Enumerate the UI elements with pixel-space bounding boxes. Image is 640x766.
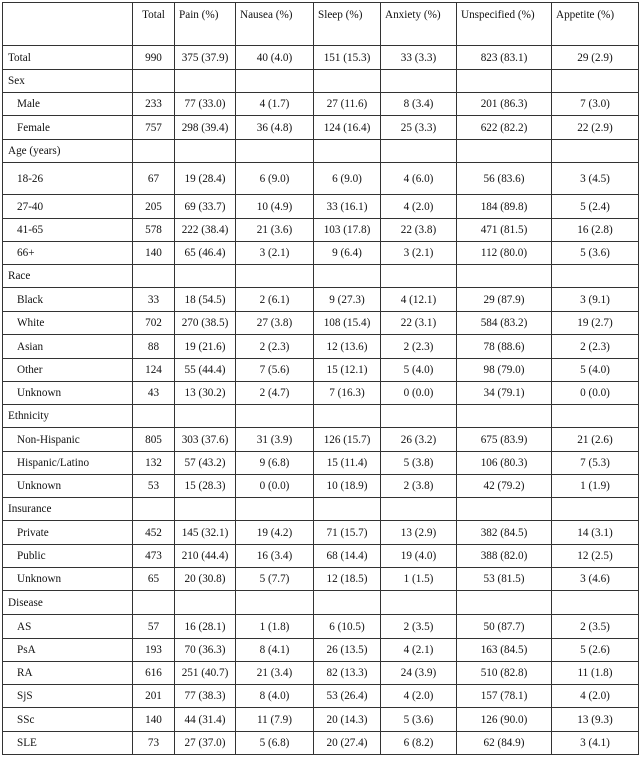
empty-cell: [133, 405, 175, 428]
cell-nausea: 8 (4.1): [236, 639, 314, 662]
cell-total: 140: [133, 708, 175, 732]
cell-unspecified: 56 (83.6): [457, 163, 552, 195]
empty-cell: [133, 591, 175, 615]
cell-anxiety: 4 (6.0): [381, 163, 457, 195]
cell-nausea: 9 (6.8): [236, 452, 314, 475]
cell-anxiety: 25 (3.3): [381, 116, 457, 140]
cell-nausea: 10 (4.9): [236, 195, 314, 219]
empty-cell: [175, 70, 236, 93]
cell-appetite: 14 (3.1): [552, 521, 639, 545]
section-label: Race: [3, 265, 133, 288]
cell-nausea: 4 (1.7): [236, 93, 314, 116]
empty-cell: [175, 265, 236, 288]
section-row-insurance: [3, 498, 639, 521]
cell-unspecified: 106 (80.3): [457, 452, 552, 475]
cell-pain: 44 (31.4): [175, 708, 236, 732]
cell-unspecified: 157 (78.1): [457, 685, 552, 708]
row-label: Black: [3, 288, 133, 312]
cell-appetite: 12 (2.5): [552, 545, 639, 568]
table-row-male: [3, 93, 639, 116]
cell-unspecified: 112 (80.0): [457, 242, 552, 265]
cell-total: 805: [133, 428, 175, 452]
cell-anxiety: 26 (3.2): [381, 428, 457, 452]
cell-appetite: 3 (4.1): [552, 732, 639, 755]
table-row-hispanic-latino: [3, 452, 639, 475]
cell-total: 702: [133, 312, 175, 335]
cell-anxiety: 8 (3.4): [381, 93, 457, 116]
cell-total: 578: [133, 219, 175, 242]
empty-cell: [314, 70, 381, 93]
empty-cell: [552, 140, 639, 163]
cell-total: 43: [133, 382, 175, 405]
row-label: 41-65: [3, 219, 133, 242]
cell-pain: 70 (36.3): [175, 639, 236, 662]
cell-anxiety: 4 (12.1): [381, 288, 457, 312]
section-label: Ethnicity: [3, 405, 133, 428]
header-corner: [3, 3, 133, 46]
empty-cell: [314, 265, 381, 288]
table-row-black: [3, 288, 639, 312]
cell-pain: 19 (28.4): [175, 163, 236, 195]
cell-nausea: 5 (7.7): [236, 568, 314, 591]
cell-pain: 77 (38.3): [175, 685, 236, 708]
cell-pain: 57 (43.2): [175, 452, 236, 475]
cell-sleep: 7 (16.3): [314, 382, 381, 405]
cell-anxiety: 5 (3.6): [381, 708, 457, 732]
cell-pain: 375 (37.9): [175, 46, 236, 70]
table-row-27-40: [3, 195, 639, 219]
empty-cell: [175, 405, 236, 428]
table-row-ra: [3, 662, 639, 685]
cell-unspecified: 53 (81.5): [457, 568, 552, 591]
row-label: 27-40: [3, 195, 133, 219]
cell-appetite: 16 (2.8): [552, 219, 639, 242]
row-label: SLE: [3, 732, 133, 755]
cell-unspecified: 98 (79.0): [457, 359, 552, 382]
cell-unspecified: 471 (81.5): [457, 219, 552, 242]
cell-total: 205: [133, 195, 175, 219]
empty-cell: [314, 498, 381, 521]
empty-cell: [236, 265, 314, 288]
empty-cell: [236, 140, 314, 163]
cell-anxiety: 22 (3.8): [381, 219, 457, 242]
cell-unspecified: 34 (79.1): [457, 382, 552, 405]
row-label: Non-Hispanic: [3, 428, 133, 452]
cell-appetite: 5 (4.0): [552, 359, 639, 382]
cell-sleep: 26 (13.5): [314, 639, 381, 662]
table-row-asian: [3, 335, 639, 359]
cell-unspecified: 184 (89.8): [457, 195, 552, 219]
cell-unspecified: 78 (88.6): [457, 335, 552, 359]
empty-cell: [457, 265, 552, 288]
section-label: Age (years): [3, 140, 133, 163]
cell-sleep: 20 (14.3): [314, 708, 381, 732]
table-row-unknown: [3, 568, 639, 591]
table-row-unknown: [3, 382, 639, 405]
empty-cell: [552, 591, 639, 615]
cell-pain: 303 (37.6): [175, 428, 236, 452]
cell-total: 616: [133, 662, 175, 685]
row-label: 66+: [3, 242, 133, 265]
cell-total: 201: [133, 685, 175, 708]
table-row-unknown: [3, 475, 639, 498]
cell-total: 73: [133, 732, 175, 755]
cell-total: 53: [133, 475, 175, 498]
empty-cell: [381, 498, 457, 521]
header-pain: Pain (%): [175, 3, 236, 46]
cell-appetite: 13 (9.3): [552, 708, 639, 732]
cell-unspecified: 201 (86.3): [457, 93, 552, 116]
section-row-disease: [3, 591, 639, 615]
empty-cell: [236, 70, 314, 93]
cell-nausea: 19 (4.2): [236, 521, 314, 545]
row-label: Other: [3, 359, 133, 382]
cell-appetite: 5 (3.6): [552, 242, 639, 265]
cell-anxiety: 5 (4.0): [381, 359, 457, 382]
cell-total: 990: [133, 46, 175, 70]
cell-unspecified: 675 (83.9): [457, 428, 552, 452]
cell-appetite: 5 (2.4): [552, 195, 639, 219]
empty-cell: [552, 265, 639, 288]
header-row: [3, 3, 639, 46]
empty-cell: [457, 591, 552, 615]
cell-unspecified: 29 (87.9): [457, 288, 552, 312]
cell-pain: 77 (33.0): [175, 93, 236, 116]
symptom-table: [2, 2, 639, 755]
cell-sleep: 20 (27.4): [314, 732, 381, 755]
empty-cell: [381, 70, 457, 93]
cell-unspecified: 50 (87.7): [457, 615, 552, 639]
row-label: PsA: [3, 639, 133, 662]
empty-cell: [133, 265, 175, 288]
empty-cell: [457, 405, 552, 428]
empty-cell: [175, 591, 236, 615]
cell-unspecified: 62 (84.9): [457, 732, 552, 755]
section-row-race: [3, 265, 639, 288]
cell-nausea: 36 (4.8): [236, 116, 314, 140]
header-unspecified: Unspecified (%): [457, 3, 552, 46]
cell-anxiety: 1 (1.5): [381, 568, 457, 591]
cell-appetite: 1 (1.9): [552, 475, 639, 498]
cell-anxiety: 2 (2.3): [381, 335, 457, 359]
cell-anxiety: 6 (8.2): [381, 732, 457, 755]
cell-pain: 15 (28.3): [175, 475, 236, 498]
row-label: 18-26: [3, 163, 133, 195]
cell-anxiety: 22 (3.1): [381, 312, 457, 335]
cell-total: 452: [133, 521, 175, 545]
empty-cell: [552, 405, 639, 428]
section-label: Sex: [3, 70, 133, 93]
cell-anxiety: 33 (3.3): [381, 46, 457, 70]
row-label: Female: [3, 116, 133, 140]
cell-nausea: 27 (3.8): [236, 312, 314, 335]
cell-unspecified: 126 (90.0): [457, 708, 552, 732]
cell-unspecified: 42 (79.2): [457, 475, 552, 498]
cell-anxiety: 5 (3.8): [381, 452, 457, 475]
cell-pain: 298 (39.4): [175, 116, 236, 140]
cell-appetite: 4 (2.0): [552, 685, 639, 708]
cell-pain: 251 (40.7): [175, 662, 236, 685]
cell-appetite: 3 (4.6): [552, 568, 639, 591]
empty-cell: [133, 70, 175, 93]
cell-nausea: 2 (4.7): [236, 382, 314, 405]
row-label: Public: [3, 545, 133, 568]
empty-cell: [133, 140, 175, 163]
row-label: White: [3, 312, 133, 335]
row-label: SSc: [3, 708, 133, 732]
row-label: Asian: [3, 335, 133, 359]
table-row-sle: [3, 732, 639, 755]
cell-total: 67: [133, 163, 175, 195]
section-row-sex: [3, 70, 639, 93]
cell-total: 233: [133, 93, 175, 116]
cell-pain: 16 (28.1): [175, 615, 236, 639]
cell-total: 124: [133, 359, 175, 382]
empty-cell: [457, 140, 552, 163]
row-label: RA: [3, 662, 133, 685]
cell-appetite: 29 (2.9): [552, 46, 639, 70]
empty-cell: [552, 498, 639, 521]
cell-anxiety: 2 (3.5): [381, 615, 457, 639]
row-label: AS: [3, 615, 133, 639]
table-row-private: [3, 521, 639, 545]
row-label: Unknown: [3, 568, 133, 591]
cell-sleep: 68 (14.4): [314, 545, 381, 568]
row-label: SjS: [3, 685, 133, 708]
table-row-other: [3, 359, 639, 382]
empty-cell: [236, 405, 314, 428]
cell-nausea: 21 (3.6): [236, 219, 314, 242]
cell-sleep: 151 (15.3): [314, 46, 381, 70]
cell-nausea: 7 (5.6): [236, 359, 314, 382]
table-row-psa: [3, 639, 639, 662]
empty-cell: [381, 591, 457, 615]
cell-sleep: 71 (15.7): [314, 521, 381, 545]
cell-pain: 55 (44.4): [175, 359, 236, 382]
cell-nausea: 2 (6.1): [236, 288, 314, 312]
cell-appetite: 3 (4.5): [552, 163, 639, 195]
cell-anxiety: 2 (3.8): [381, 475, 457, 498]
header-sleep: Sleep (%): [314, 3, 381, 46]
row-label: Private: [3, 521, 133, 545]
cell-pain: 270 (38.5): [175, 312, 236, 335]
cell-pain: 19 (21.6): [175, 335, 236, 359]
table-row-as: [3, 615, 639, 639]
row-label: Unknown: [3, 382, 133, 405]
empty-cell: [381, 265, 457, 288]
empty-cell: [381, 405, 457, 428]
table-row-white: [3, 312, 639, 335]
empty-cell: [314, 405, 381, 428]
row-label: Male: [3, 93, 133, 116]
cell-appetite: 22 (2.9): [552, 116, 639, 140]
cell-total: 88: [133, 335, 175, 359]
cell-pain: 65 (46.4): [175, 242, 236, 265]
cell-nausea: 40 (4.0): [236, 46, 314, 70]
row-label: Total: [3, 46, 133, 70]
cell-pain: 20 (30.8): [175, 568, 236, 591]
cell-pain: 13 (30.2): [175, 382, 236, 405]
cell-sleep: 103 (17.8): [314, 219, 381, 242]
cell-anxiety: 24 (3.9): [381, 662, 457, 685]
cell-sleep: 15 (11.4): [314, 452, 381, 475]
empty-cell: [175, 140, 236, 163]
cell-appetite: 2 (2.3): [552, 335, 639, 359]
table-row-18-26: [3, 163, 639, 195]
cell-pain: 69 (33.7): [175, 195, 236, 219]
cell-nausea: 16 (3.4): [236, 545, 314, 568]
header-total: Total: [133, 3, 175, 46]
cell-unspecified: 163 (84.5): [457, 639, 552, 662]
cell-appetite: 7 (3.0): [552, 93, 639, 116]
section-label: Disease: [3, 591, 133, 615]
table-row-public: [3, 545, 639, 568]
cell-nausea: 21 (3.4): [236, 662, 314, 685]
cell-anxiety: 13 (2.9): [381, 521, 457, 545]
cell-anxiety: 3 (2.1): [381, 242, 457, 265]
cell-unspecified: 584 (83.2): [457, 312, 552, 335]
table-row-sjs: [3, 685, 639, 708]
cell-unspecified: 622 (82.2): [457, 116, 552, 140]
cell-sleep: 33 (16.1): [314, 195, 381, 219]
cell-pain: 18 (54.5): [175, 288, 236, 312]
cell-total: 757: [133, 116, 175, 140]
cell-sleep: 124 (16.4): [314, 116, 381, 140]
table-row-female: [3, 116, 639, 140]
cell-nausea: 5 (6.8): [236, 732, 314, 755]
cell-sleep: 15 (12.1): [314, 359, 381, 382]
cell-sleep: 27 (11.6): [314, 93, 381, 116]
cell-anxiety: 4 (2.1): [381, 639, 457, 662]
cell-anxiety: 4 (2.0): [381, 685, 457, 708]
empty-cell: [236, 591, 314, 615]
cell-pain: 222 (38.4): [175, 219, 236, 242]
empty-cell: [552, 70, 639, 93]
cell-sleep: 53 (26.4): [314, 685, 381, 708]
cell-total: 33: [133, 288, 175, 312]
total-row: [3, 46, 639, 70]
empty-cell: [457, 498, 552, 521]
cell-total: 65: [133, 568, 175, 591]
cell-total: 140: [133, 242, 175, 265]
cell-sleep: 82 (13.3): [314, 662, 381, 685]
section-row-age-years: [3, 140, 639, 163]
cell-appetite: 0 (0.0): [552, 382, 639, 405]
cell-nausea: 31 (3.9): [236, 428, 314, 452]
cell-appetite: 19 (2.7): [552, 312, 639, 335]
cell-sleep: 9 (27.3): [314, 288, 381, 312]
table-row-ssc: [3, 708, 639, 732]
table-row-41-65: [3, 219, 639, 242]
cell-nausea: 6 (9.0): [236, 163, 314, 195]
cell-sleep: 12 (18.5): [314, 568, 381, 591]
cell-unspecified: 823 (83.1): [457, 46, 552, 70]
cell-appetite: 2 (3.5): [552, 615, 639, 639]
cell-total: 132: [133, 452, 175, 475]
cell-unspecified: 510 (82.8): [457, 662, 552, 685]
cell-total: 473: [133, 545, 175, 568]
cell-appetite: 3 (9.1): [552, 288, 639, 312]
cell-sleep: 6 (9.0): [314, 163, 381, 195]
header-anxiety: Anxiety (%): [381, 3, 457, 46]
cell-nausea: 8 (4.0): [236, 685, 314, 708]
cell-pain: 145 (32.1): [175, 521, 236, 545]
cell-pain: 27 (37.0): [175, 732, 236, 755]
cell-sleep: 12 (13.6): [314, 335, 381, 359]
cell-unspecified: 388 (82.0): [457, 545, 552, 568]
empty-cell: [236, 498, 314, 521]
table-row-66: [3, 242, 639, 265]
table-row-non-hispanic: [3, 428, 639, 452]
empty-cell: [314, 591, 381, 615]
cell-nausea: 3 (2.1): [236, 242, 314, 265]
cell-total: 57: [133, 615, 175, 639]
cell-pain: 210 (44.4): [175, 545, 236, 568]
cell-sleep: 9 (6.4): [314, 242, 381, 265]
header-nausea: Nausea (%): [236, 3, 314, 46]
empty-cell: [133, 498, 175, 521]
section-row-ethnicity: [3, 405, 639, 428]
cell-appetite: 7 (5.3): [552, 452, 639, 475]
cell-appetite: 11 (1.8): [552, 662, 639, 685]
cell-total: 193: [133, 639, 175, 662]
cell-appetite: 5 (2.6): [552, 639, 639, 662]
cell-nausea: 11 (7.9): [236, 708, 314, 732]
cell-anxiety: 4 (2.0): [381, 195, 457, 219]
header-appetite: Appetite (%): [552, 3, 639, 46]
cell-nausea: 0 (0.0): [236, 475, 314, 498]
empty-cell: [314, 140, 381, 163]
row-label: Unknown: [3, 475, 133, 498]
empty-cell: [381, 140, 457, 163]
empty-cell: [457, 70, 552, 93]
cell-unspecified: 382 (84.5): [457, 521, 552, 545]
section-label: Insurance: [3, 498, 133, 521]
cell-sleep: 126 (15.7): [314, 428, 381, 452]
cell-sleep: 108 (15.4): [314, 312, 381, 335]
cell-sleep: 10 (18.9): [314, 475, 381, 498]
cell-nausea: 1 (1.8): [236, 615, 314, 639]
cell-appetite: 21 (2.6): [552, 428, 639, 452]
cell-nausea: 2 (2.3): [236, 335, 314, 359]
cell-anxiety: 0 (0.0): [381, 382, 457, 405]
cell-anxiety: 19 (4.0): [381, 545, 457, 568]
row-label: Hispanic/Latino: [3, 452, 133, 475]
empty-cell: [175, 498, 236, 521]
cell-sleep: 6 (10.5): [314, 615, 381, 639]
